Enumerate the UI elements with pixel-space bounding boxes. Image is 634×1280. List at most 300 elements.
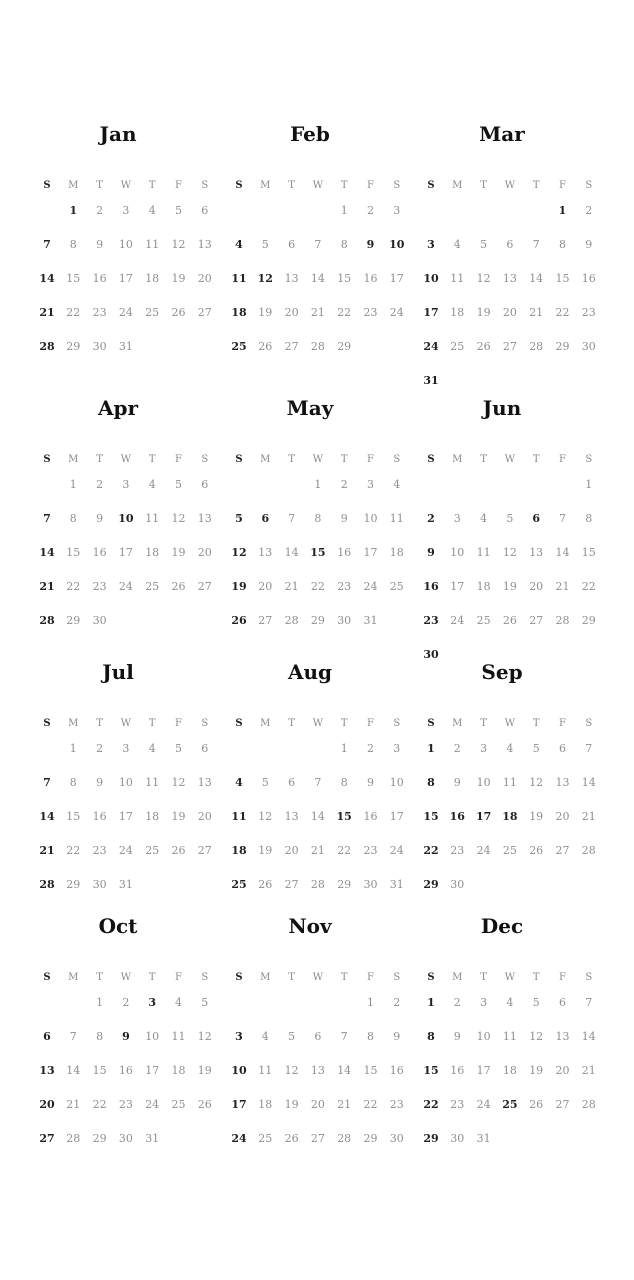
date-cell[interactable]: 11 <box>476 546 491 559</box>
date-cell[interactable]: 10 <box>118 512 134 525</box>
date-cell[interactable]: 13 <box>197 512 212 525</box>
date-cell[interactable]: 15 <box>336 810 352 823</box>
date-cell[interactable]: 30 <box>363 878 378 891</box>
date-cell[interactable]: 21 <box>581 1064 596 1077</box>
date-cell[interactable]: 29 <box>581 614 596 627</box>
date-cell[interactable]: 5 <box>175 742 182 755</box>
date-cell[interactable]: 13 <box>197 238 212 251</box>
date-cell[interactable]: 18 <box>231 844 247 857</box>
date-cell[interactable]: 27 <box>502 340 517 353</box>
date-cell[interactable]: 22 <box>363 1098 378 1111</box>
date-cell[interactable]: 10 <box>476 776 491 789</box>
date-cell[interactable]: 14 <box>39 810 55 823</box>
date-cell[interactable]: 4 <box>175 996 182 1009</box>
date-cell[interactable]: 15 <box>66 546 81 559</box>
date-cell[interactable]: 24 <box>118 580 133 593</box>
date-cell[interactable]: 14 <box>529 272 544 285</box>
date-cell[interactable]: 16 <box>118 1064 133 1077</box>
date-cell[interactable]: 28 <box>39 340 55 353</box>
date-cell[interactable]: 31 <box>389 878 404 891</box>
date-cell[interactable]: 13 <box>39 1064 55 1077</box>
date-cell[interactable]: 22 <box>66 580 81 593</box>
date-cell[interactable]: 14 <box>39 546 55 559</box>
date-cell[interactable]: 21 <box>39 580 55 593</box>
date-cell[interactable]: 30 <box>337 614 352 627</box>
date-cell[interactable]: 9 <box>122 1030 130 1043</box>
date-cell[interactable]: 23 <box>450 844 465 857</box>
date-cell[interactable]: 8 <box>559 238 566 251</box>
date-cell[interactable]: 14 <box>66 1064 81 1077</box>
date-cell[interactable]: 10 <box>450 546 465 559</box>
date-cell[interactable]: 21 <box>555 580 570 593</box>
date-cell[interactable]: 20 <box>529 580 544 593</box>
date-cell[interactable]: 17 <box>118 272 133 285</box>
date-cell[interactable]: 31 <box>423 374 439 387</box>
date-cell[interactable]: 18 <box>389 546 404 559</box>
date-cell[interactable]: 5 <box>261 776 269 789</box>
date-cell[interactable]: 11 <box>502 1030 517 1043</box>
date-cell[interactable]: 17 <box>118 546 133 559</box>
date-cell[interactable]: 25 <box>476 614 491 627</box>
date-cell[interactable]: 11 <box>450 272 465 285</box>
date-cell[interactable]: 24 <box>118 844 133 857</box>
date-cell[interactable]: 21 <box>310 306 325 319</box>
date-cell[interactable]: 2 <box>453 996 461 1009</box>
date-cell[interactable]: 7 <box>532 238 540 251</box>
date-cell[interactable]: 20 <box>502 306 517 319</box>
date-cell[interactable]: 7 <box>585 742 593 755</box>
date-cell[interactable]: 26 <box>171 580 186 593</box>
date-cell[interactable]: 10 <box>118 238 133 251</box>
date-cell[interactable]: 31 <box>476 1132 491 1145</box>
date-cell[interactable]: 13 <box>197 776 212 789</box>
date-cell[interactable]: 24 <box>423 340 439 353</box>
date-cell[interactable]: 29 <box>423 878 439 891</box>
date-cell[interactable]: 2 <box>585 204 593 217</box>
date-cell[interactable]: 3 <box>427 238 435 251</box>
date-cell[interactable]: 16 <box>363 810 378 823</box>
date-cell[interactable]: 7 <box>69 1030 77 1043</box>
date-cell[interactable]: 16 <box>92 546 107 559</box>
date-cell[interactable]: 23 <box>389 1098 404 1111</box>
date-cell[interactable]: 11 <box>502 776 517 789</box>
date-cell[interactable]: 9 <box>96 238 104 251</box>
date-cell[interactable]: 4 <box>506 996 514 1009</box>
date-cell[interactable]: 17 <box>145 1064 160 1077</box>
date-cell[interactable]: 29 <box>337 878 352 891</box>
date-cell[interactable]: 21 <box>310 844 325 857</box>
date-cell[interactable]: 21 <box>337 1098 352 1111</box>
date-cell[interactable]: 4 <box>453 238 461 251</box>
date-cell[interactable]: 27 <box>258 614 273 627</box>
date-cell[interactable]: 4 <box>393 478 401 491</box>
date-cell[interactable]: 1 <box>427 742 435 755</box>
date-cell[interactable]: 24 <box>389 306 404 319</box>
date-cell[interactable]: 26 <box>258 340 273 353</box>
date-cell[interactable]: 13 <box>529 546 544 559</box>
date-cell[interactable]: 9 <box>393 1030 401 1043</box>
date-cell[interactable]: 21 <box>39 306 55 319</box>
date-cell[interactable]: 24 <box>145 1098 160 1111</box>
date-cell[interactable]: 18 <box>502 1064 517 1077</box>
date-cell[interactable]: 26 <box>258 878 273 891</box>
date-cell[interactable]: 11 <box>145 776 160 789</box>
date-cell[interactable]: 2 <box>367 204 374 217</box>
date-cell[interactable]: 13 <box>555 776 570 789</box>
date-cell[interactable]: 9 <box>367 776 374 789</box>
date-cell[interactable]: 18 <box>145 546 160 559</box>
date-cell[interactable]: 23 <box>450 1098 465 1111</box>
date-cell[interactable]: 20 <box>197 546 212 559</box>
date-cell[interactable]: 19 <box>197 1064 212 1077</box>
date-cell[interactable]: 23 <box>363 306 378 319</box>
date-cell[interactable]: 19 <box>171 810 186 823</box>
date-cell[interactable]: 28 <box>284 614 299 627</box>
date-cell[interactable]: 21 <box>66 1098 81 1111</box>
date-cell[interactable]: 23 <box>581 306 596 319</box>
date-cell[interactable]: 30 <box>450 1132 465 1145</box>
date-cell[interactable]: 18 <box>145 810 160 823</box>
date-cell[interactable]: 20 <box>197 272 212 285</box>
date-cell[interactable]: 15 <box>423 1064 439 1077</box>
date-cell[interactable]: 1 <box>96 996 104 1009</box>
date-cell[interactable]: 20 <box>555 1064 570 1077</box>
date-cell[interactable]: 18 <box>231 306 247 319</box>
date-cell[interactable]: 17 <box>450 580 465 593</box>
date-cell[interactable]: 5 <box>532 996 540 1009</box>
date-cell[interactable]: 26 <box>171 844 186 857</box>
date-cell[interactable]: 18 <box>258 1098 273 1111</box>
date-cell[interactable]: 3 <box>480 996 488 1009</box>
date-cell[interactable]: 29 <box>66 878 81 891</box>
date-cell[interactable]: 28 <box>337 1132 352 1145</box>
date-cell[interactable]: 28 <box>39 614 55 627</box>
date-cell[interactable]: 6 <box>43 1030 51 1043</box>
date-cell[interactable]: 16 <box>92 272 107 285</box>
date-cell[interactable]: 26 <box>529 1098 544 1111</box>
date-cell[interactable]: 26 <box>197 1098 212 1111</box>
date-cell[interactable]: 18 <box>476 580 491 593</box>
date-cell[interactable]: 5 <box>201 996 209 1009</box>
date-cell[interactable]: 25 <box>231 340 247 353</box>
date-cell[interactable]: 8 <box>69 238 77 251</box>
date-cell[interactable]: 27 <box>197 844 212 857</box>
date-cell[interactable]: 9 <box>340 512 348 525</box>
date-cell[interactable]: 30 <box>450 878 465 891</box>
date-cell[interactable]: 23 <box>92 580 107 593</box>
date-cell[interactable]: 26 <box>171 306 186 319</box>
date-cell[interactable]: 8 <box>427 1030 435 1043</box>
date-cell[interactable]: 14 <box>39 272 55 285</box>
date-cell[interactable]: 2 <box>96 204 104 217</box>
date-cell[interactable]: 16 <box>363 272 378 285</box>
date-cell[interactable]: 8 <box>69 776 77 789</box>
date-cell[interactable]: 22 <box>555 306 570 319</box>
date-cell[interactable]: 6 <box>201 204 209 217</box>
date-cell[interactable]: 1 <box>367 996 374 1009</box>
date-cell[interactable]: 23 <box>92 306 107 319</box>
date-cell[interactable]: 16 <box>581 272 596 285</box>
date-cell[interactable]: 14 <box>310 272 325 285</box>
date-cell[interactable]: 26 <box>476 340 491 353</box>
date-cell[interactable]: 30 <box>118 1132 133 1145</box>
date-cell[interactable]: 16 <box>92 810 107 823</box>
date-cell[interactable]: 25 <box>145 844 160 857</box>
date-cell[interactable]: 15 <box>337 272 352 285</box>
date-cell[interactable]: 4 <box>148 742 156 755</box>
date-cell[interactable]: 22 <box>337 306 352 319</box>
date-cell[interactable]: 3 <box>122 478 130 491</box>
date-cell[interactable]: 5 <box>532 742 540 755</box>
date-cell[interactable]: 1 <box>69 478 77 491</box>
date-cell[interactable]: 19 <box>502 580 517 593</box>
date-cell[interactable]: 20 <box>284 306 299 319</box>
date-cell[interactable]: 11 <box>258 1064 273 1077</box>
date-cell[interactable]: 6 <box>532 512 541 525</box>
date-cell[interactable]: 12 <box>171 238 186 251</box>
date-cell[interactable]: 4 <box>506 742 514 755</box>
date-cell[interactable]: 8 <box>427 776 435 789</box>
date-cell[interactable]: 22 <box>423 1098 439 1111</box>
date-cell[interactable]: 2 <box>427 512 435 525</box>
date-cell[interactable]: 1 <box>314 478 322 491</box>
date-cell[interactable]: 8 <box>69 512 77 525</box>
date-cell[interactable]: 20 <box>310 1098 325 1111</box>
date-cell[interactable]: 23 <box>337 580 352 593</box>
date-cell[interactable]: 13 <box>284 810 299 823</box>
date-cell[interactable]: 24 <box>389 844 404 857</box>
date-cell[interactable]: 28 <box>581 844 596 857</box>
date-cell[interactable]: 20 <box>284 844 299 857</box>
date-cell[interactable]: 2 <box>340 478 348 491</box>
date-cell[interactable]: 25 <box>145 580 160 593</box>
date-cell[interactable]: 30 <box>581 340 596 353</box>
date-cell[interactable]: 16 <box>449 810 465 823</box>
date-cell[interactable]: 9 <box>453 1030 461 1043</box>
date-cell[interactable]: 7 <box>314 238 322 251</box>
date-cell[interactable]: 26 <box>529 844 544 857</box>
date-cell[interactable]: 11 <box>231 810 247 823</box>
date-cell[interactable]: 7 <box>340 1030 348 1043</box>
date-cell[interactable]: 28 <box>39 878 55 891</box>
date-cell[interactable]: 7 <box>559 512 566 525</box>
date-cell[interactable]: 10 <box>476 1030 491 1043</box>
date-cell[interactable]: 28 <box>310 340 325 353</box>
date-cell[interactable]: 30 <box>92 340 107 353</box>
date-cell[interactable]: 6 <box>559 742 566 755</box>
date-cell[interactable]: 27 <box>197 306 212 319</box>
date-cell[interactable]: 8 <box>340 238 348 251</box>
date-cell[interactable]: 20 <box>197 810 212 823</box>
date-cell[interactable]: 12 <box>257 272 273 285</box>
date-cell[interactable]: 6 <box>261 512 270 525</box>
date-cell[interactable]: 30 <box>92 614 107 627</box>
date-cell[interactable]: 22 <box>66 844 81 857</box>
date-cell[interactable]: 9 <box>96 512 104 525</box>
date-cell[interactable]: 15 <box>423 810 439 823</box>
date-cell[interactable]: 3 <box>480 742 488 755</box>
date-cell[interactable]: 16 <box>450 1064 465 1077</box>
date-cell[interactable]: 17 <box>389 810 404 823</box>
date-cell[interactable]: 5 <box>175 478 182 491</box>
date-cell[interactable]: 16 <box>337 546 352 559</box>
date-cell[interactable]: 1 <box>340 204 348 217</box>
date-cell[interactable]: 6 <box>314 1030 322 1043</box>
date-cell[interactable]: 6 <box>201 742 209 755</box>
date-cell[interactable]: 21 <box>581 810 596 823</box>
date-cell[interactable]: 26 <box>231 614 247 627</box>
date-cell[interactable]: 4 <box>480 512 488 525</box>
date-cell[interactable]: 19 <box>231 580 247 593</box>
date-cell[interactable]: 19 <box>284 1098 299 1111</box>
date-cell[interactable]: 25 <box>389 580 404 593</box>
date-cell[interactable]: 15 <box>555 272 570 285</box>
date-cell[interactable]: 19 <box>529 810 544 823</box>
date-cell[interactable]: 9 <box>585 238 593 251</box>
date-cell[interactable]: 3 <box>453 512 461 525</box>
date-cell[interactable]: 11 <box>145 238 160 251</box>
date-cell[interactable]: 6 <box>506 238 514 251</box>
date-cell[interactable]: 25 <box>171 1098 186 1111</box>
date-cell[interactable]: 26 <box>502 614 517 627</box>
date-cell[interactable]: 21 <box>529 306 544 319</box>
date-cell[interactable]: 8 <box>585 512 593 525</box>
date-cell[interactable]: 30 <box>92 878 107 891</box>
date-cell[interactable]: 12 <box>529 1030 544 1043</box>
date-cell[interactable]: 28 <box>66 1132 81 1145</box>
date-cell[interactable]: 31 <box>145 1132 160 1145</box>
date-cell[interactable]: 14 <box>284 546 299 559</box>
date-cell[interactable]: 3 <box>393 742 401 755</box>
date-cell[interactable]: 11 <box>231 272 247 285</box>
date-cell[interactable]: 4 <box>261 1030 269 1043</box>
date-cell[interactable]: 10 <box>118 776 133 789</box>
date-cell[interactable]: 1 <box>340 742 348 755</box>
date-cell[interactable]: 10 <box>231 1064 247 1077</box>
date-cell[interactable]: 19 <box>171 272 186 285</box>
date-cell[interactable]: 10 <box>423 272 439 285</box>
date-cell[interactable]: 12 <box>258 810 273 823</box>
date-cell[interactable]: 25 <box>502 1098 518 1111</box>
date-cell[interactable]: 29 <box>66 614 81 627</box>
date-cell[interactable]: 25 <box>258 1132 273 1145</box>
date-cell[interactable]: 26 <box>284 1132 299 1145</box>
date-cell[interactable]: 15 <box>363 1064 378 1077</box>
date-cell[interactable]: 23 <box>363 844 378 857</box>
date-cell[interactable]: 19 <box>476 306 491 319</box>
date-cell[interactable]: 12 <box>476 272 491 285</box>
date-cell[interactable]: 24 <box>476 1098 491 1111</box>
date-cell[interactable]: 25 <box>145 306 160 319</box>
date-cell[interactable]: 1 <box>427 996 435 1009</box>
date-cell[interactable]: 20 <box>555 810 570 823</box>
date-cell[interactable]: 7 <box>43 238 51 251</box>
date-cell[interactable]: 8 <box>96 1030 104 1043</box>
date-cell[interactable]: 2 <box>96 478 104 491</box>
date-cell[interactable]: 13 <box>555 1030 570 1043</box>
date-cell[interactable]: 29 <box>310 614 325 627</box>
date-cell[interactable]: 24 <box>118 306 133 319</box>
date-cell[interactable]: 25 <box>231 878 247 891</box>
date-cell[interactable]: 2 <box>367 742 374 755</box>
date-cell[interactable]: 10 <box>389 776 404 789</box>
date-cell[interactable]: 17 <box>476 1064 491 1077</box>
date-cell[interactable]: 7 <box>43 512 51 525</box>
date-cell[interactable]: 24 <box>450 614 465 627</box>
date-cell[interactable]: 12 <box>171 512 186 525</box>
date-cell[interactable]: 2 <box>122 996 130 1009</box>
date-cell[interactable]: 7 <box>288 512 296 525</box>
date-cell[interactable]: 28 <box>529 340 544 353</box>
date-cell[interactable]: 30 <box>389 1132 404 1145</box>
date-cell[interactable]: 28 <box>581 1098 596 1111</box>
date-cell[interactable]: 9 <box>366 238 375 251</box>
date-cell[interactable]: 27 <box>310 1132 325 1145</box>
date-cell[interactable]: 23 <box>118 1098 133 1111</box>
date-cell[interactable]: 7 <box>585 996 593 1009</box>
date-cell[interactable]: 1 <box>69 742 77 755</box>
date-cell[interactable]: 14 <box>555 546 570 559</box>
date-cell[interactable]: 3 <box>235 1030 243 1043</box>
date-cell[interactable]: 29 <box>66 340 81 353</box>
date-cell[interactable]: 3 <box>122 742 130 755</box>
date-cell[interactable]: 22 <box>92 1098 107 1111</box>
date-cell[interactable]: 22 <box>337 844 352 857</box>
date-cell[interactable]: 12 <box>529 776 544 789</box>
date-cell[interactable]: 9 <box>96 776 104 789</box>
date-cell[interactable]: 21 <box>39 844 55 857</box>
date-cell[interactable]: 10 <box>363 512 378 525</box>
date-cell[interactable]: 15 <box>66 272 81 285</box>
date-cell[interactable]: 7 <box>43 776 51 789</box>
date-cell[interactable]: 27 <box>284 878 299 891</box>
date-cell[interactable]: 9 <box>427 546 435 559</box>
date-cell[interactable]: 24 <box>476 844 491 857</box>
date-cell[interactable]: 25 <box>502 844 517 857</box>
date-cell[interactable]: 22 <box>423 844 439 857</box>
date-cell[interactable]: 27 <box>555 844 570 857</box>
date-cell[interactable]: 1 <box>585 478 593 491</box>
date-cell[interactable]: 14 <box>581 1030 596 1043</box>
date-cell[interactable]: 1 <box>558 204 567 217</box>
date-cell[interactable]: 12 <box>502 546 517 559</box>
date-cell[interactable]: 13 <box>502 272 517 285</box>
date-cell[interactable]: 27 <box>284 340 299 353</box>
date-cell[interactable]: 18 <box>502 810 518 823</box>
date-cell[interactable]: 4 <box>235 238 243 251</box>
date-cell[interactable]: 29 <box>363 1132 378 1145</box>
date-cell[interactable]: 13 <box>310 1064 325 1077</box>
date-cell[interactable]: 6 <box>201 478 209 491</box>
date-cell[interactable]: 25 <box>450 340 465 353</box>
date-cell[interactable]: 3 <box>367 478 374 491</box>
date-cell[interactable]: 27 <box>39 1132 55 1145</box>
date-cell[interactable]: 22 <box>66 306 81 319</box>
date-cell[interactable]: 8 <box>314 512 322 525</box>
date-cell[interactable]: 18 <box>145 272 160 285</box>
date-cell[interactable]: 24 <box>231 1132 247 1145</box>
date-cell[interactable]: 3 <box>122 204 130 217</box>
date-cell[interactable]: 19 <box>258 844 273 857</box>
date-cell[interactable]: 27 <box>529 614 544 627</box>
date-cell[interactable]: 2 <box>393 996 401 1009</box>
date-cell[interactable]: 28 <box>310 878 325 891</box>
date-cell[interactable]: 4 <box>148 204 156 217</box>
date-cell[interactable]: 19 <box>529 1064 544 1077</box>
date-cell[interactable]: 4 <box>148 478 156 491</box>
date-cell[interactable]: 23 <box>92 844 107 857</box>
date-cell[interactable]: 18 <box>450 306 465 319</box>
